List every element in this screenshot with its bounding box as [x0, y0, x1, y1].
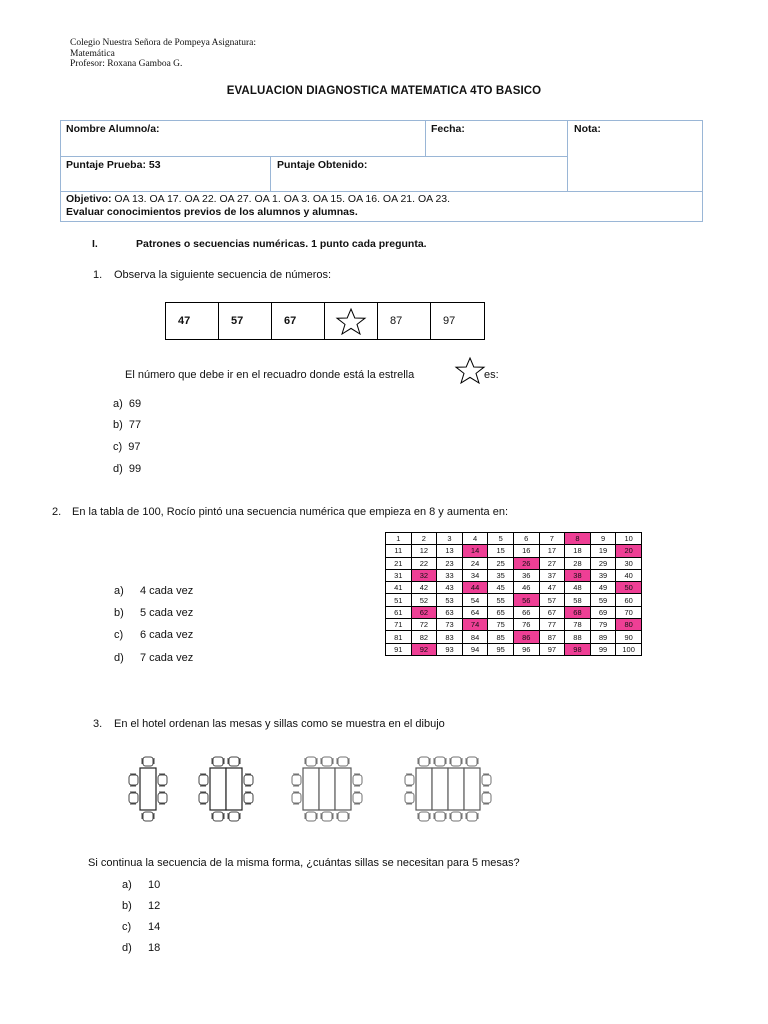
option-text: 99: [128, 463, 142, 475]
hundred-chart-cell: 21: [386, 557, 412, 569]
hundred-chart-cell: 93: [437, 643, 463, 655]
hundred-chart-cell: 35: [488, 569, 514, 581]
hundred-chart-cell: 98: [565, 643, 591, 655]
hundred-chart-cell: 99: [590, 643, 616, 655]
hundred-chart-cell: 72: [411, 619, 437, 631]
q2-option-a[interactable]: [114, 585, 194, 597]
hundred-chart-cell: 63: [437, 606, 463, 618]
school-line-2: Matemática: [70, 48, 115, 59]
hundred-chart-cell: 45: [488, 582, 514, 594]
sequence-cell: 47: [166, 303, 219, 339]
page-title: EVALUACION DIAGNOSTICA MATEMATICA 4TO BASICO: [226, 85, 542, 97]
hundred-chart-cell: 52: [411, 594, 437, 606]
table-rect: [319, 768, 335, 810]
q1-text: Observa la siguiente secuencia de números:: [114, 269, 332, 281]
q3-option-b[interactable]: [122, 900, 161, 912]
hundred-chart-cell: 70: [616, 606, 642, 618]
hundred-chart-cell: 38: [565, 569, 591, 581]
hundred-chart-cell: 55: [488, 594, 514, 606]
hundred-chart-cell: 91: [386, 643, 412, 655]
hundred-chart-cell: 78: [565, 619, 591, 631]
q1-option-d[interactable]: [113, 463, 141, 475]
option-letter: a): [122, 879, 132, 891]
hundred-chart-cell: 43: [437, 582, 463, 594]
hundred-chart-cell: 1: [386, 533, 412, 545]
hundred-chart-cell: 2: [411, 533, 437, 545]
hundred-chart-cell: 29: [590, 557, 616, 569]
option-text: 77: [128, 419, 142, 431]
sequence-cell: 97: [443, 315, 456, 327]
test-score-label: Puntaje Prueba: 53: [66, 159, 161, 171]
option-text: 14: [148, 921, 161, 933]
hundred-chart-cell: 61: [386, 606, 412, 618]
option-text: 12: [148, 900, 161, 912]
hundred-chart-cell: 49: [590, 582, 616, 594]
school-line-3: Profesor: Roxana Gamboa G.: [70, 59, 183, 69]
hundred-chart-cell: 9: [590, 533, 616, 545]
hundred-chart-cell: 67: [539, 606, 565, 618]
table-rect: [303, 768, 319, 810]
hundred-chart-cell: 24: [462, 557, 488, 569]
hundred-chart-cell: 84: [462, 631, 488, 643]
q2-text: En la tabla de 100, Rocío pintó una secuencia numérica que empieza en 8 y aumenta en:: [72, 506, 509, 518]
hundred-chart-cell: 17: [539, 545, 565, 557]
hundred-chart-cell: 8: [565, 533, 591, 545]
hundred-chart-cell: 48: [565, 582, 591, 594]
hundred-chart-cell: 14: [462, 545, 488, 557]
hundred-chart-cell: 18: [565, 545, 591, 557]
table-arrangement: [292, 757, 362, 821]
option-letter: b): [114, 607, 124, 619]
hundred-chart-cell: 79: [590, 619, 616, 631]
sequence-cell: 67: [272, 303, 325, 339]
hundred-chart-cell: 83: [437, 631, 463, 643]
option-letter: d): [113, 463, 123, 475]
hundred-chart-row: [386, 606, 642, 618]
hundred-chart-cell: 22: [411, 557, 437, 569]
q2-number: 2.: [52, 506, 62, 518]
hundred-chart-cell: 23: [437, 557, 463, 569]
sequence-star-cell: [325, 303, 378, 339]
grade-label: Nota:: [574, 123, 601, 135]
hundred-chart-cell: 53: [437, 594, 463, 606]
option-text: 10: [148, 879, 161, 891]
hundred-chart-cell: 88: [565, 631, 591, 643]
option-text: 7 cada vez: [140, 652, 194, 664]
hundred-chart-row: [386, 569, 642, 581]
option-text: 5 cada vez: [140, 607, 194, 619]
hundred-chart-cell: 44: [462, 582, 488, 594]
sequence-cell: 87: [378, 303, 431, 339]
hundred-chart-cell: 32: [411, 569, 437, 581]
option-letter: b): [122, 900, 132, 912]
hundred-chart-cell: 86: [513, 631, 539, 643]
option-letter: a): [113, 398, 123, 410]
hundred-chart-cell: 77: [539, 619, 565, 631]
table-arrangement: [405, 757, 491, 821]
q2-option-d[interactable]: [114, 652, 194, 664]
hundred-chart-cell: 30: [616, 557, 642, 569]
q3-option-a[interactable]: [122, 879, 161, 891]
q3-option-d[interactable]: [122, 942, 161, 954]
option-letter: c): [113, 441, 123, 453]
objective-codes: OA 13. OA 17. OA 22. OA 27. OA 1. OA 3. OA 15. OA 16. OA 21. OA 23.: [111, 193, 451, 205]
hundred-chart-cell: 50: [616, 582, 642, 594]
hundred-chart-row: [386, 643, 642, 655]
hundred-chart-cell: 54: [462, 594, 488, 606]
hundred-chart-cell: 56: [513, 594, 539, 606]
option-text: 18: [148, 942, 161, 954]
hundred-chart-cell: 33: [437, 569, 463, 581]
table-rect: [432, 768, 448, 810]
tables-and-chairs-figure: [120, 753, 530, 825]
table-rect: [226, 768, 242, 810]
hundred-chart-cell: 40: [616, 569, 642, 581]
table-rect: [335, 768, 351, 810]
hundred-chart-cell: 7: [539, 533, 565, 545]
q2-option-c[interactable]: [114, 629, 194, 641]
hundred-chart-cell: 85: [488, 631, 514, 643]
hundred-chart-cell: 16: [513, 545, 539, 557]
hundred-chart-cell: 26: [513, 557, 539, 569]
option-letter: c): [114, 629, 124, 641]
hundred-chart-cell: 66: [513, 606, 539, 618]
hundred-chart-cell: 82: [411, 631, 437, 643]
objective-line-2: Evaluar conocimientos previos de los alumnos y alumnas.: [66, 206, 358, 218]
q3-number: 3.: [93, 718, 103, 730]
hundred-chart-cell: 11: [386, 545, 412, 557]
hundred-chart-cell: 13: [437, 545, 463, 557]
hundred-chart-cell: 4: [462, 533, 488, 545]
hundred-chart-cell: 59: [590, 594, 616, 606]
objective-label: Objetivo:: [66, 193, 112, 205]
section-title: Patrones o secuencias numéricas. 1 punto cada pregunta.: [136, 238, 427, 250]
hundred-chart-cell: 47: [539, 582, 565, 594]
option-letter: a): [114, 585, 124, 597]
option-text: 6 cada vez: [140, 629, 194, 641]
hundred-chart: [385, 532, 642, 656]
hundred-chart-row: [386, 557, 642, 569]
hundred-chart-cell: 36: [513, 569, 539, 581]
hundred-chart-cell: 95: [488, 643, 514, 655]
q1-prompt: El número que debe ir en el recuadro donde está la estrella: [125, 369, 415, 381]
hundred-chart-cell: 39: [590, 569, 616, 581]
hundred-chart-cell: 73: [437, 619, 463, 631]
table-rect: [448, 768, 464, 810]
hundred-chart-cell: 15: [488, 545, 514, 557]
hundred-chart-cell: 89: [590, 631, 616, 643]
table-arrangement: [129, 757, 167, 821]
q3-question: Si continua la secuencia de la misma forma, ¿cuántas sillas se necesitan para 5 mesas?: [88, 857, 520, 869]
objective-text: [66, 193, 450, 205]
section-number: I.: [92, 238, 98, 250]
hundred-chart-cell: 64: [462, 606, 488, 618]
school-line-1: Colegio Nuestra Señora de Pompeya Asignatura:: [70, 38, 257, 48]
option-text: 97: [128, 441, 141, 453]
hundred-chart-cell: 75: [488, 619, 514, 631]
hundred-chart-cell: 41: [386, 582, 412, 594]
hundred-chart-cell: 69: [590, 606, 616, 618]
hundred-chart-cell: 51: [386, 594, 412, 606]
option-letter: d): [114, 652, 124, 664]
hundred-chart-cell: 96: [513, 643, 539, 655]
hundred-chart-cell: 37: [539, 569, 565, 581]
hundred-chart-cell: 31: [386, 569, 412, 581]
q1-sequence-boxes: [165, 302, 485, 340]
hundred-chart-cell: 58: [565, 594, 591, 606]
option-letter: b): [113, 419, 123, 431]
hundred-chart-cell: 68: [565, 606, 591, 618]
star-icon: [334, 307, 368, 335]
hundred-chart-cell: 60: [616, 594, 642, 606]
school-info: [70, 38, 256, 70]
hundred-chart-cell: 20: [616, 545, 642, 557]
option-text: 4 cada vez: [140, 585, 194, 597]
hundred-chart-row: [386, 594, 642, 606]
student-name-label: Nombre Alumno/a:: [66, 123, 160, 135]
q2-option-b[interactable]: [114, 607, 194, 619]
option-letter: d): [122, 942, 132, 954]
hundred-chart-cell: 65: [488, 606, 514, 618]
hundred-chart-cell: 3: [437, 533, 463, 545]
hundred-chart-row: [386, 545, 642, 557]
option-text: 69: [128, 398, 142, 410]
hundred-chart-cell: 90: [616, 631, 642, 643]
hundred-chart-cell: 94: [462, 643, 488, 655]
hundred-chart-cell: 71: [386, 619, 412, 631]
hundred-chart-cell: 6: [513, 533, 539, 545]
hundred-chart-cell: 42: [411, 582, 437, 594]
obtained-score-label: Puntaje Obtenido:: [277, 159, 368, 171]
hundred-chart-cell: 81: [386, 631, 412, 643]
table-rect: [210, 768, 226, 810]
hundred-chart-row: [386, 619, 642, 631]
hundred-chart-cell: 57: [539, 594, 565, 606]
hundred-chart-cell: 46: [513, 582, 539, 594]
table-rect: [140, 768, 156, 810]
hundred-chart-cell: 62: [411, 606, 437, 618]
q3-text: En el hotel ordenan las mesas y sillas como se muestra en el dibujo: [114, 718, 445, 730]
table-rect: [464, 768, 480, 810]
hundred-chart-cell: 34: [462, 569, 488, 581]
q1-option-c[interactable]: [113, 441, 141, 453]
q1-option-a[interactable]: [113, 398, 141, 410]
option-letter: c): [122, 921, 132, 933]
table-rect: [416, 768, 432, 810]
hundred-chart-row: [386, 582, 642, 594]
hundred-chart-cell: 74: [462, 619, 488, 631]
q1-prompt-end: es:: [484, 369, 499, 381]
hundred-chart-cell: 28: [565, 557, 591, 569]
hundred-chart-cell: 27: [539, 557, 565, 569]
hundred-chart-cell: 12: [411, 545, 437, 557]
hundred-chart-cell: 5: [488, 533, 514, 545]
star-icon: [453, 356, 487, 384]
hundred-chart-cell: 76: [513, 619, 539, 631]
hundred-chart-cell: 19: [590, 545, 616, 557]
date-label: Fecha:: [431, 123, 465, 135]
hundred-chart-cell: 92: [411, 643, 437, 655]
hundred-chart-row: [386, 533, 642, 545]
hundred-chart-row: [386, 631, 642, 643]
hundred-chart-cell: 97: [539, 643, 565, 655]
sequence-cell: 57: [219, 303, 272, 339]
q1-option-b[interactable]: [113, 419, 141, 431]
q1-number: 1.: [93, 269, 103, 281]
table-arrangement: [199, 757, 253, 821]
hundred-chart-cell: 25: [488, 557, 514, 569]
hundred-chart-cell: 10: [616, 533, 642, 545]
hundred-chart-cell: 100: [616, 643, 642, 655]
hundred-chart-cell: 87: [539, 631, 565, 643]
hundred-chart-cell: 80: [616, 619, 642, 631]
q3-option-c[interactable]: [122, 921, 161, 933]
